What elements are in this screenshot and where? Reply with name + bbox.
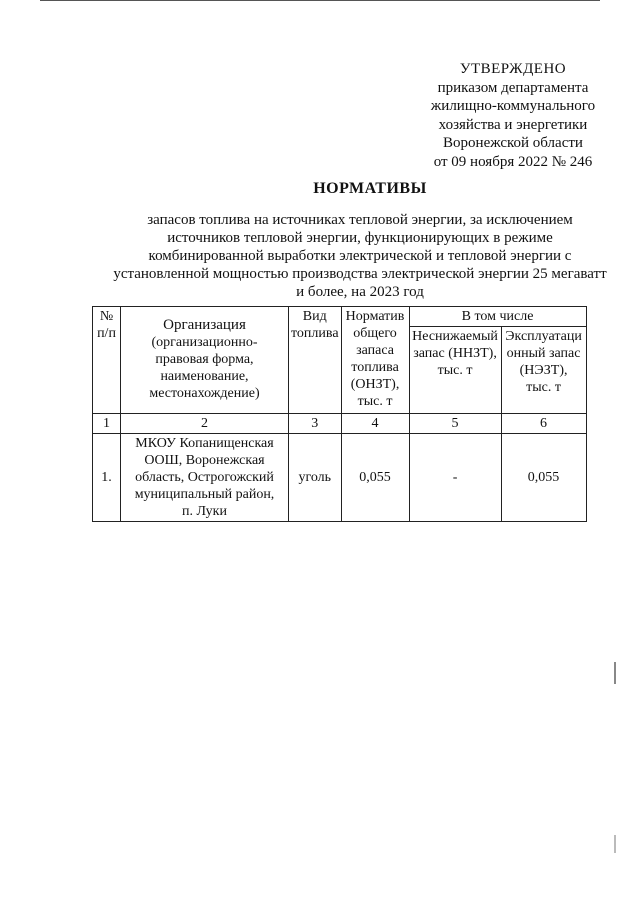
column-number: 3 [289, 414, 342, 434]
row-num: 1. [93, 434, 121, 522]
header-text: п/п [97, 326, 116, 341]
subtitle-line: установленной мощностью производства электрической энергии 25 мегаватт [113, 266, 607, 282]
org-line: ООШ, Воронежская [144, 453, 265, 468]
header-text: общего [353, 326, 397, 341]
org-line: п. Луки [182, 504, 227, 519]
header-text: Эксплуатаци [505, 329, 582, 344]
org-line: муниципальный район, [134, 487, 275, 502]
header-text: запас (ННЗТ), [413, 346, 497, 361]
column-number: 6 [501, 414, 586, 434]
column-number: 2 [121, 414, 289, 434]
row-norm-total: 0,055 [341, 434, 409, 522]
approval-line: жилищно-коммунального [430, 98, 596, 114]
header-norm-total [341, 307, 409, 414]
approval-line: хозяйства и энергетики [438, 116, 588, 133]
header-text: наименование, [160, 369, 249, 384]
approval-line: от 09 ноября 2022 № 246 [433, 153, 593, 170]
header-text: (ОНЗТ), [350, 377, 400, 392]
header-text: (организационно- [151, 335, 258, 350]
header-text: Организация [163, 317, 246, 333]
header-text: Норматив [345, 309, 405, 324]
header-nezt [501, 327, 586, 414]
header-including: В том числе [409, 307, 586, 327]
table-row [93, 434, 587, 522]
subtitle-line: и более, на 2023 год [296, 284, 424, 300]
header-text: запаса [356, 343, 394, 358]
approval-line: приказом департамента [437, 79, 589, 96]
org-line: МКОУ Копанищенская [135, 436, 274, 451]
column-number: 5 [409, 414, 501, 434]
column-number-row [93, 414, 587, 434]
header-num [93, 307, 121, 414]
row-fuel-type: уголь [289, 434, 342, 522]
subtitle-line: комбинированной выработки электрической и тепловой энергии с [148, 248, 572, 264]
table-header-row [93, 307, 587, 327]
header-text: местонахождение) [149, 386, 260, 401]
header-nnzt [409, 327, 501, 414]
header-text: тыс. т [437, 363, 473, 378]
header-organization [121, 307, 289, 414]
row-nnzt: - [409, 434, 501, 522]
document-subtitle [95, 211, 625, 301]
header-text: тыс. т [526, 380, 561, 395]
header-text: Неснижаемый [412, 329, 498, 344]
row-organization [121, 434, 289, 522]
approval-heading: УТВЕРЖДЕНО [459, 61, 567, 77]
column-number: 4 [341, 414, 409, 434]
column-number: 1 [93, 414, 121, 434]
approval-stamp [418, 60, 608, 171]
header-text: Вид [302, 309, 327, 324]
norms-table [92, 306, 587, 522]
scan-mark [614, 835, 616, 853]
header-text: тыс. т [357, 394, 393, 409]
row-nezt: 0,055 [501, 434, 586, 522]
document-title: НОРМАТИВЫ [313, 180, 427, 197]
subtitle-line: запасов топлива на источниках тепловой энергии, за исключением [147, 212, 573, 228]
page-top-edge [40, 0, 600, 1]
header-text: топлива [351, 360, 399, 375]
approval-line: Воронежской области [443, 135, 583, 151]
scan-mark [614, 662, 616, 684]
header-text: онный запас [506, 346, 581, 361]
header-text: топлива [291, 326, 339, 341]
subtitle-line: источников тепловой энергии, функционирующих в режиме [167, 230, 553, 246]
header-text: (НЭЗТ), [519, 363, 568, 378]
org-line: область, Острогожский [135, 470, 274, 485]
header-fuel-type [289, 307, 342, 414]
header-text: правовая форма, [155, 352, 254, 367]
header-text: № [99, 309, 114, 324]
